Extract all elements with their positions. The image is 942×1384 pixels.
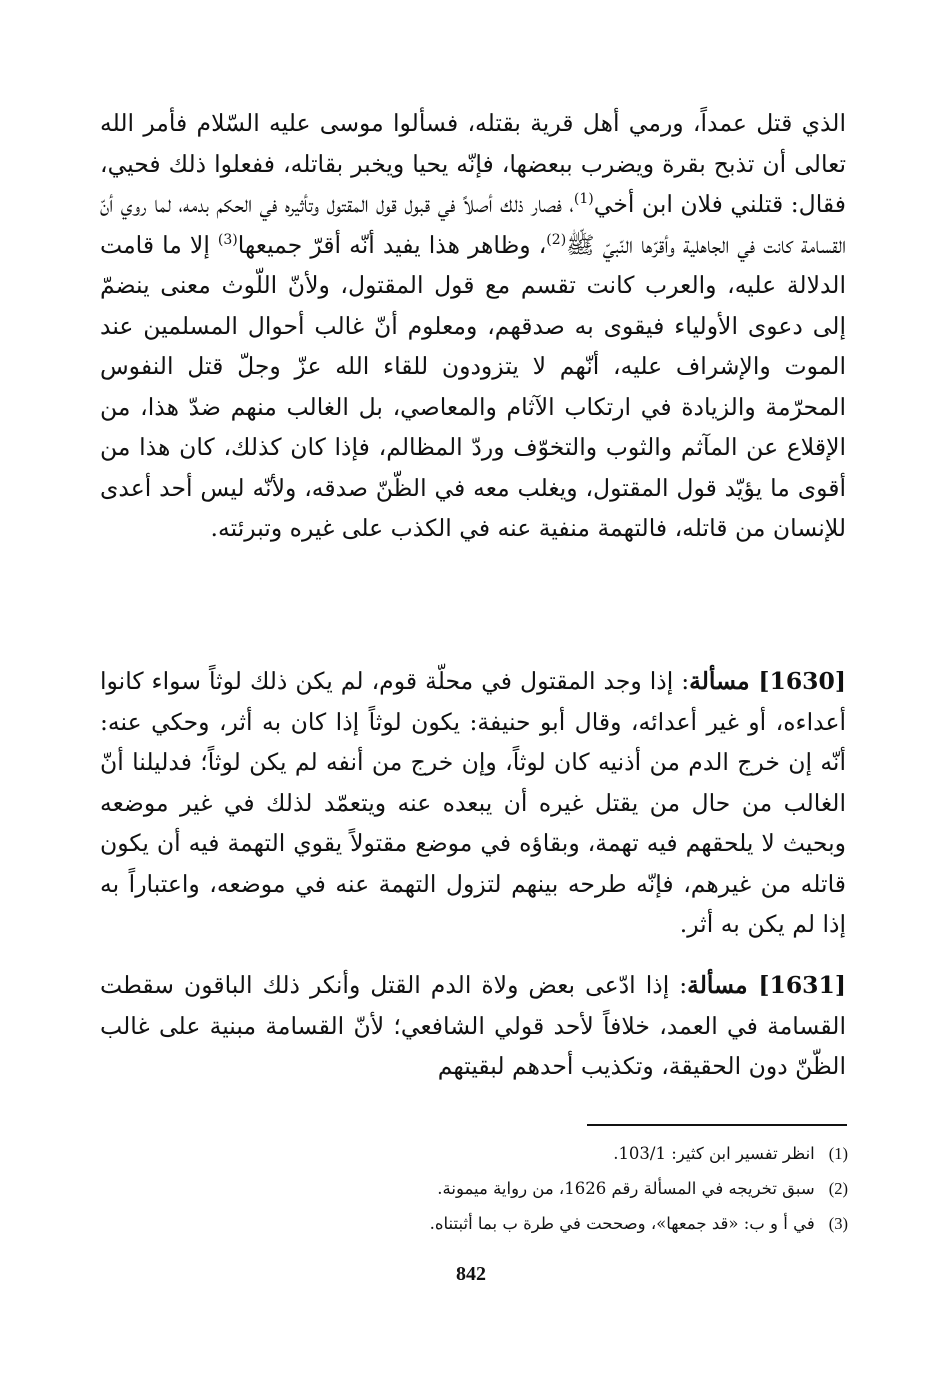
footnote-item [300,1136,848,1171]
paragraph-text: : إذا ادّعى بعض ولاة الدم القتل وأنكر ذلك الباقون سقطت القسامة في العمد، خلافاً لأحد قولي الشافعي؛ لأنّ القسامة مبنية على غالب الظّنّ دون الحقيقة، وتكذيب أحدهم لبقيتهم [100,971,846,1080]
footnote-text: انظر تفسير ابن كثير: 103/1. [613,1144,815,1163]
footnotes-list [300,1136,848,1241]
paragraph-text: : إذا وجد المقتول في محلّة قوم، لم يكن ذلك لوثاً سواء كانوا أعداءه، أو غير أعدائه، وقال أبو حنيفة: يكون لوثاً إذا كان به أثر، وحكي عنه: أنّه إن خرج الدم من أذنيه كان لوثاً، وإن خرج من أنفه لم يكن لوثاً؛ فدليلنا أنّ الغالب من حال من يقتل غيره أن يبعده عنه ويتعمّد لذلك في غير موضعه وبحيث لا يلحقهم فيه تهمة، وبقاؤه في موضع مقتولاً يقوي التهمة فيه أن يكون قاتله من غيرهم، فإنّه طرحه بينهم لتزول التهمة عنه في موضعه، واعتباراً به إذا لم يكن به أثر. [100,667,846,938]
paragraph-text: إلا ما قامت الدلالة عليه، والعرب كانت تقسم مع قول المقتول، ولأنّ اللّوث معنى ينضمّ إلى دعوى الأولياء فيقوى به صدقهم، ومعلوم أنّ غالب أحوال المسلمين عند الموت والإشراف عليه، أنّهم لا يتزودون للقاء الله عزّ وجلّ قتل النفوس المحرّمة والزيادة في ارتكاب الآثام والمعاصي، بل الغالب منهم ضدّ هذا، من الإقلاع عن المآثم والثوب والتخوّف وردّ المظالم، فإذا كان كذلك، كان هذا من أقوى ما يؤيّد قول المقتول، ويغلب معه في الظّنّ صدقه، ولأنّه ليس أحد أعدى للإنسان من قاتله، فالتهمة منفية عنه في الكذب على غيره وتبرئته. [100,230,846,542]
footnote-text: في أ و ب: «قد جمعها»، وصححت في طرة ب بما أثبتناه. [429,1214,815,1233]
footnote-ref-2[interactable]: (2) [546,231,567,248]
footnote-ref-3[interactable]: (3) [217,231,238,248]
paragraph-issue-1630 [100,661,846,945]
page-number: 842 [456,1263,486,1285]
footnote-number: (2) [828,1179,848,1198]
paragraph-issue-1631 [100,965,846,1087]
footnote-text: سبق تخريجه في المسألة رقم 1626، من رواية ميمونة. [437,1179,815,1198]
footnote-divider [587,1124,847,1126]
paragraph-text: ، وظاهر هذا يفيد أنّه أقرّ جميعها [237,230,547,259]
issue-label: [1631] مسألة [687,971,846,999]
footnote-ref-1[interactable]: (1) [573,191,594,208]
footnote-number: (1) [828,1144,848,1163]
footnote-item [300,1206,848,1241]
paragraph-text: الذي قتل عمداً، ورمي أهل قرية بقتله، فسألوا موسى عليه السّلام فأمر الله تعالى أن تذبح بقرة ويضرب ببعضها، فإنّه يحيا ويخبر بقاتله، ففعلوا ذلك فحيي، فقال: قتلني فلان ابن أخي [100,109,847,218]
footnote-item [300,1171,848,1206]
footnote-number: (3) [828,1214,848,1233]
paragraph-qasama-origin [100,103,846,549]
paragraph-text: ، فصار ذلك أصلاً في قبول قول المقتول وتأثيره في الحكم بدمه، لما روي أنّ القسامة كانت في الجاهلية وأقرّها النّبيّ ﷺ [100,190,846,259]
issue-label: [1630] مسألة [689,667,846,695]
